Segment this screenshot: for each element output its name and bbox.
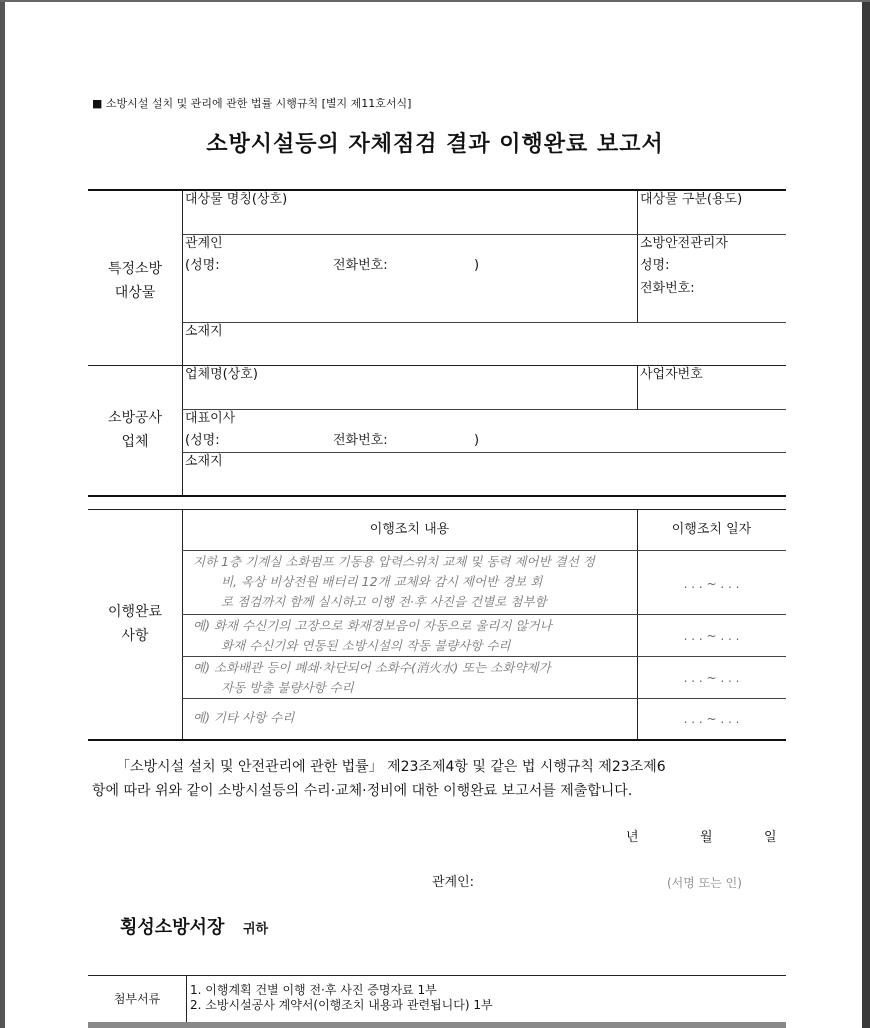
target-address-label: 소재지 xyxy=(185,324,223,339)
row-line xyxy=(182,322,786,323)
recipient-suffix: 귀하 xyxy=(243,922,269,937)
row-line xyxy=(182,698,786,699)
representative-phone-field: 전화번호: xyxy=(333,433,388,448)
page-title: 소방시설등의 자체점검 결과 이행완료 보고서 xyxy=(206,132,664,157)
table-top-border xyxy=(88,189,786,191)
representative-close-paren: ) xyxy=(474,433,480,448)
safety-manager-phone: 전화번호: xyxy=(640,281,695,296)
column-divider xyxy=(637,366,638,409)
date-year: 년 xyxy=(626,830,639,845)
date-day: 일 xyxy=(764,830,777,845)
row-line xyxy=(182,550,786,551)
signature-hint: (서명 또는 인) xyxy=(667,876,742,890)
page-edge-bottom xyxy=(88,1022,786,1028)
row-line xyxy=(182,614,786,615)
section-label-completion: 이행완료 사항 xyxy=(107,604,163,644)
company-address-label: 소재지 xyxy=(185,454,223,469)
attachment-label: 첨부서류 xyxy=(113,992,161,1006)
form-reference: ■ 소방시설 설치 및 관리에 관한 법률 시행규칙 [별지 제11호서식] xyxy=(92,97,412,110)
section-divider xyxy=(182,510,183,740)
table-bottom-border xyxy=(88,739,786,741)
column-divider xyxy=(637,190,638,323)
signature-label: 관계인: xyxy=(432,875,475,890)
target-name-label: 대상물 명칭(상호) xyxy=(185,192,288,207)
officer-phone-field: 전화번호: xyxy=(333,258,388,273)
representative-label: 대표이사 xyxy=(185,411,236,426)
content-column-header: 이행조치 내용 xyxy=(369,522,450,537)
safety-manager-name: 성명: xyxy=(640,258,670,273)
representative-name-field: (성명: xyxy=(185,433,220,448)
completion-row-1-date: . . . ~ . . . xyxy=(683,577,740,591)
row-line xyxy=(182,234,786,235)
section-border xyxy=(88,509,786,510)
attachment-divider xyxy=(186,976,187,1022)
safety-manager-label: 소방안전관리자 xyxy=(640,236,728,251)
attachment-item-2: 2. 소방시설공사 계약서(이행조치 내용과 관련됩니다) 1부 xyxy=(190,998,493,1012)
section-border xyxy=(88,365,786,366)
row-line xyxy=(182,452,786,453)
section-border xyxy=(88,495,786,497)
completion-row-3: 예) 소화배관 등이 폐쇄·차단되어 소화수(消火水) 또는 소화약제가 자동 방출 불량사항 수리 xyxy=(193,660,551,695)
column-divider xyxy=(637,510,638,740)
statement-line-2: 항에 따라 위와 같이 소방시설등의 수리·교체·정비에 대한 이행완료 보고서를 제출합니다. xyxy=(92,783,633,799)
officer-close-paren: ) xyxy=(474,258,480,273)
target-type-label: 대상물 구분(용도) xyxy=(640,192,743,207)
section-label-company: 소방공사 업체 xyxy=(107,410,163,450)
statement-line-1: 「소방시설 설치 및 안전관리에 관한 법률」 제23조제4항 및 같은 법 시행규칙 제23조제6 xyxy=(116,759,666,775)
completion-row-3-date: . . . ~ . . . xyxy=(683,671,740,685)
completion-row-2: 예) 화재 수신기의 고장으로 화재경보음이 자동으로 울리지 않거나 화재 수신기와 연동된 소방시설의 작동 불량사항 수리 xyxy=(193,618,552,653)
officer-label: 관계인 xyxy=(185,236,223,251)
section-divider xyxy=(182,190,183,366)
date-column-header: 이행조치 일자 xyxy=(671,522,752,537)
completion-row-2-date: . . . ~ . . . xyxy=(683,629,740,643)
section-label-target: 특정소방 대상물 xyxy=(107,261,163,301)
section-divider xyxy=(182,366,183,496)
completion-row-1: 지하 1층 기계실 소화펌프 기동용 압력스위치 교체 및 동력 제어반 결선 정 비, 옥상 비상전원 배터리 12개 교체와 감시 제어반 경보 회 로 점검까지 함께 실시하고 이행 전·후 사진을 건별로 첨부함 xyxy=(193,554,595,609)
recipient-name: 횡성소방서장 xyxy=(120,917,225,938)
row-line xyxy=(182,656,786,657)
completion-row-4-date: . . . ~ . . . xyxy=(683,712,740,726)
row-line xyxy=(182,409,786,410)
date-month: 월 xyxy=(700,830,713,845)
attachment-top-border xyxy=(88,975,786,976)
page-edge-top xyxy=(0,0,870,2)
business-number-label: 사업자번호 xyxy=(640,367,703,382)
completion-row-4: 예) 기타 사항 수리 xyxy=(193,710,295,725)
company-name-label: 업체명(상호) xyxy=(185,367,258,382)
officer-name-field: (성명: xyxy=(185,258,220,273)
attachment-item-1: 1. 이행계획 건별 이행 전·후 사진 증명자료 1부 xyxy=(190,983,437,997)
